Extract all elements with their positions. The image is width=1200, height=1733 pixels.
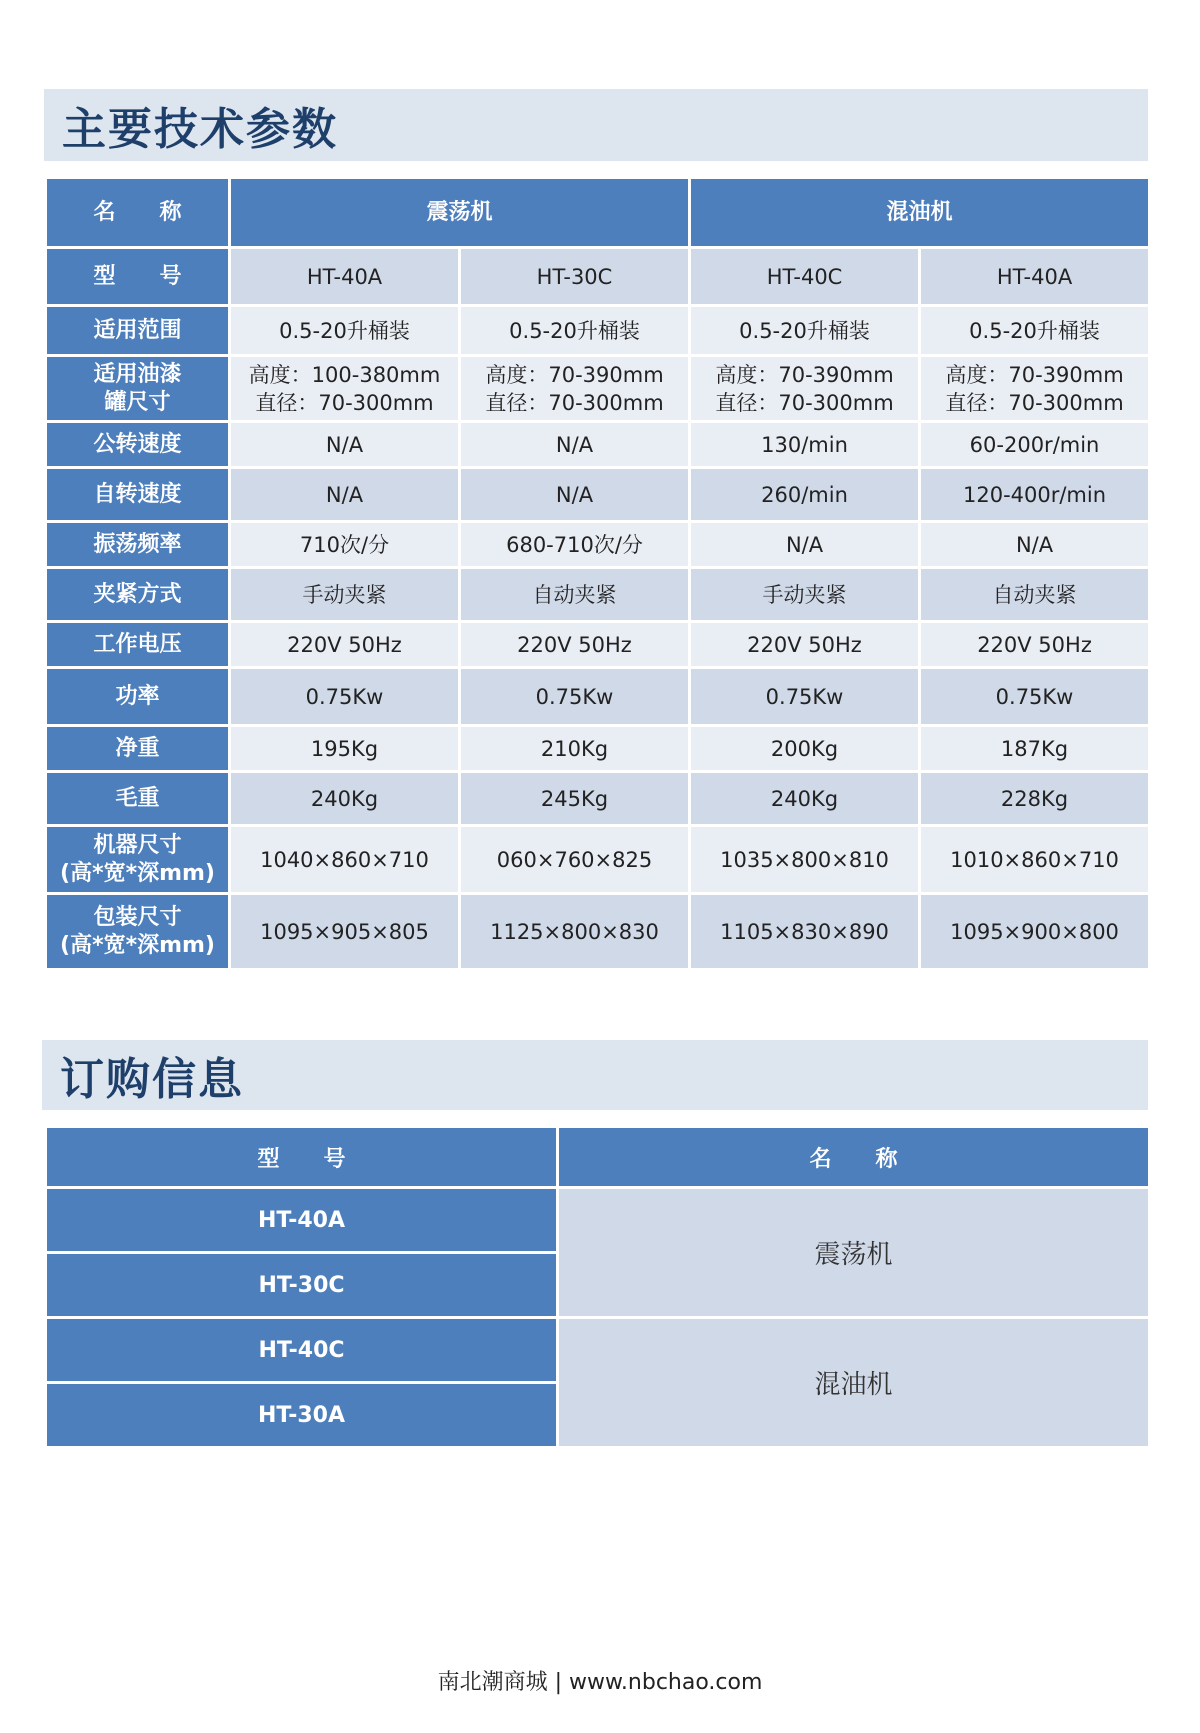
spec-cell: N/A xyxy=(230,422,460,468)
spec-row-label-line: 适用油漆 xyxy=(93,361,182,387)
spec-cell: 手动夹紧 xyxy=(690,568,920,622)
spec-row-label: 振荡频率 xyxy=(46,522,230,568)
spec-row-label-line: (高*宽*深mm) xyxy=(60,860,215,886)
spec-row-label: 型 号 xyxy=(46,248,230,306)
spec-cell: 240Kg xyxy=(230,772,460,826)
order-model-header: 型 号 xyxy=(46,1127,558,1188)
spec-cell: 240Kg xyxy=(690,772,920,826)
spec-cell: 1010×860×710 xyxy=(920,826,1150,894)
spec-cell xyxy=(920,356,1150,422)
order-section-banner xyxy=(42,1040,1148,1110)
spec-cell-line: 直径：70-300mm xyxy=(255,390,434,415)
spec-row-can-size xyxy=(46,356,1150,422)
spec-cell: 130/min xyxy=(690,422,920,468)
order-section-title: 订购信息 xyxy=(60,1054,244,1105)
spec-row-gross-weight xyxy=(46,772,1150,826)
order-model-cell: HT-40C xyxy=(46,1318,558,1383)
spec-cell: 1105×830×890 xyxy=(690,894,920,970)
spec-cell-line: 直径：70-300mm xyxy=(715,390,894,415)
spec-cell: 1125×800×830 xyxy=(460,894,690,970)
spec-cell xyxy=(690,356,920,422)
spec-row-net-weight xyxy=(46,726,1150,772)
spec-cell: N/A xyxy=(460,468,690,522)
spec-cell: 260/min xyxy=(690,468,920,522)
spec-row-revolution xyxy=(46,422,1150,468)
order-model-cell: HT-40A xyxy=(46,1188,558,1253)
spec-cell: 060×760×825 xyxy=(460,826,690,894)
spec-row-label: 适用范围 xyxy=(46,306,230,356)
spec-cell: 1035×800×810 xyxy=(690,826,920,894)
spec-group-header: 震荡机 xyxy=(230,178,690,248)
spec-section-title: 主要技术参数 xyxy=(62,104,338,155)
spec-cell: 0.75Kw xyxy=(460,668,690,726)
footer-text[interactable]: 南北潮商城 | www.nbchao.com xyxy=(437,1670,763,1695)
spec-cell: 自动夹紧 xyxy=(460,568,690,622)
spec-cell: N/A xyxy=(230,468,460,522)
spec-table xyxy=(44,176,1151,971)
spec-row-label xyxy=(46,894,230,970)
spec-cell xyxy=(460,356,690,422)
spec-cell: 0.75Kw xyxy=(920,668,1150,726)
order-name-header: 名 称 xyxy=(558,1127,1150,1188)
spec-row-label: 自转速度 xyxy=(46,468,230,522)
spec-header-row xyxy=(46,178,1150,248)
spec-cell: 187Kg xyxy=(920,726,1150,772)
spec-row-label: 夹紧方式 xyxy=(46,568,230,622)
spec-group-header: 混油机 xyxy=(690,178,1150,248)
spec-cell: 0.5-20升桶装 xyxy=(230,306,460,356)
order-row xyxy=(46,1188,1150,1253)
spec-row-label-line: 包装尺寸 xyxy=(93,904,182,930)
spec-cell-line: 高度：70-390mm xyxy=(715,362,894,387)
spec-cell: 710次/分 xyxy=(230,522,460,568)
spec-cell xyxy=(230,356,460,422)
spec-cell: 220V 50Hz xyxy=(460,622,690,668)
spec-cell: HT-30C xyxy=(460,248,690,306)
spec-row-power xyxy=(46,668,1150,726)
spec-row-machine-size xyxy=(46,826,1150,894)
spec-cell: 60-200r/min xyxy=(920,422,1150,468)
spec-row-label: 净重 xyxy=(46,726,230,772)
spec-cell: 0.5-20升桶装 xyxy=(690,306,920,356)
spec-cell: 228Kg xyxy=(920,772,1150,826)
spec-cell: 220V 50Hz xyxy=(230,622,460,668)
spec-cell: HT-40A xyxy=(920,248,1150,306)
spec-cell: 1095×905×805 xyxy=(230,894,460,970)
spec-cell: N/A xyxy=(690,522,920,568)
spec-row-label: 毛重 xyxy=(46,772,230,826)
spec-cell: 1040×860×710 xyxy=(230,826,460,894)
spec-cell: 0.5-20升桶装 xyxy=(460,306,690,356)
spec-section-banner xyxy=(44,89,1148,161)
spec-cell-line: 高度：100-380mm xyxy=(248,362,441,387)
spec-cell: 195Kg xyxy=(230,726,460,772)
spec-cell: N/A xyxy=(920,522,1150,568)
spec-row-label-line: 罐尺寸 xyxy=(104,389,171,415)
order-row xyxy=(46,1318,1150,1383)
spec-cell: 210Kg xyxy=(460,726,690,772)
spec-row-label: 工作电压 xyxy=(46,622,230,668)
spec-cell: HT-40A xyxy=(230,248,460,306)
order-name-cell: 混油机 xyxy=(558,1318,1150,1448)
spec-row-label xyxy=(46,826,230,894)
spec-row-range xyxy=(46,306,1150,356)
spec-cell-line: 高度：70-390mm xyxy=(945,362,1124,387)
spec-cell: 220V 50Hz xyxy=(920,622,1150,668)
spec-row-label-line: (高*宽*深mm) xyxy=(60,932,215,958)
spec-cell-line: 直径：70-300mm xyxy=(945,390,1124,415)
spec-name-header: 名 称 xyxy=(46,178,230,248)
spec-cell: 120-400r/min xyxy=(920,468,1150,522)
spec-row-label-line: 机器尺寸 xyxy=(93,832,182,858)
order-table xyxy=(44,1125,1151,1449)
spec-row-package-size xyxy=(46,894,1150,970)
spec-row-clamping xyxy=(46,568,1150,622)
spec-cell: 680-710次/分 xyxy=(460,522,690,568)
spec-row-frequency xyxy=(46,522,1150,568)
spec-cell: 0.75Kw xyxy=(230,668,460,726)
spec-cell: 220V 50Hz xyxy=(690,622,920,668)
spec-cell: 200Kg xyxy=(690,726,920,772)
order-model-cell: HT-30A xyxy=(46,1383,558,1448)
order-name-cell: 震荡机 xyxy=(558,1188,1150,1318)
spec-cell: 手动夹紧 xyxy=(230,568,460,622)
spec-cell: HT-40C xyxy=(690,248,920,306)
spec-row-label xyxy=(46,356,230,422)
spec-cell: 245Kg xyxy=(460,772,690,826)
spec-row-label: 功率 xyxy=(46,668,230,726)
spec-cell: 自动夹紧 xyxy=(920,568,1150,622)
spec-cell: 0.75Kw xyxy=(690,668,920,726)
spec-row-model xyxy=(46,248,1150,306)
spec-cell: 1095×900×800 xyxy=(920,894,1150,970)
order-header-row xyxy=(46,1127,1150,1188)
spec-cell: N/A xyxy=(460,422,690,468)
spec-cell: 0.5-20升桶装 xyxy=(920,306,1150,356)
spec-row-rotation xyxy=(46,468,1150,522)
order-model-cell: HT-30C xyxy=(46,1253,558,1318)
spec-cell-line: 直径：70-300mm xyxy=(485,390,664,415)
spec-row-voltage xyxy=(46,622,1150,668)
spec-row-label: 公转速度 xyxy=(46,422,230,468)
spec-cell-line: 高度：70-390mm xyxy=(485,362,664,387)
